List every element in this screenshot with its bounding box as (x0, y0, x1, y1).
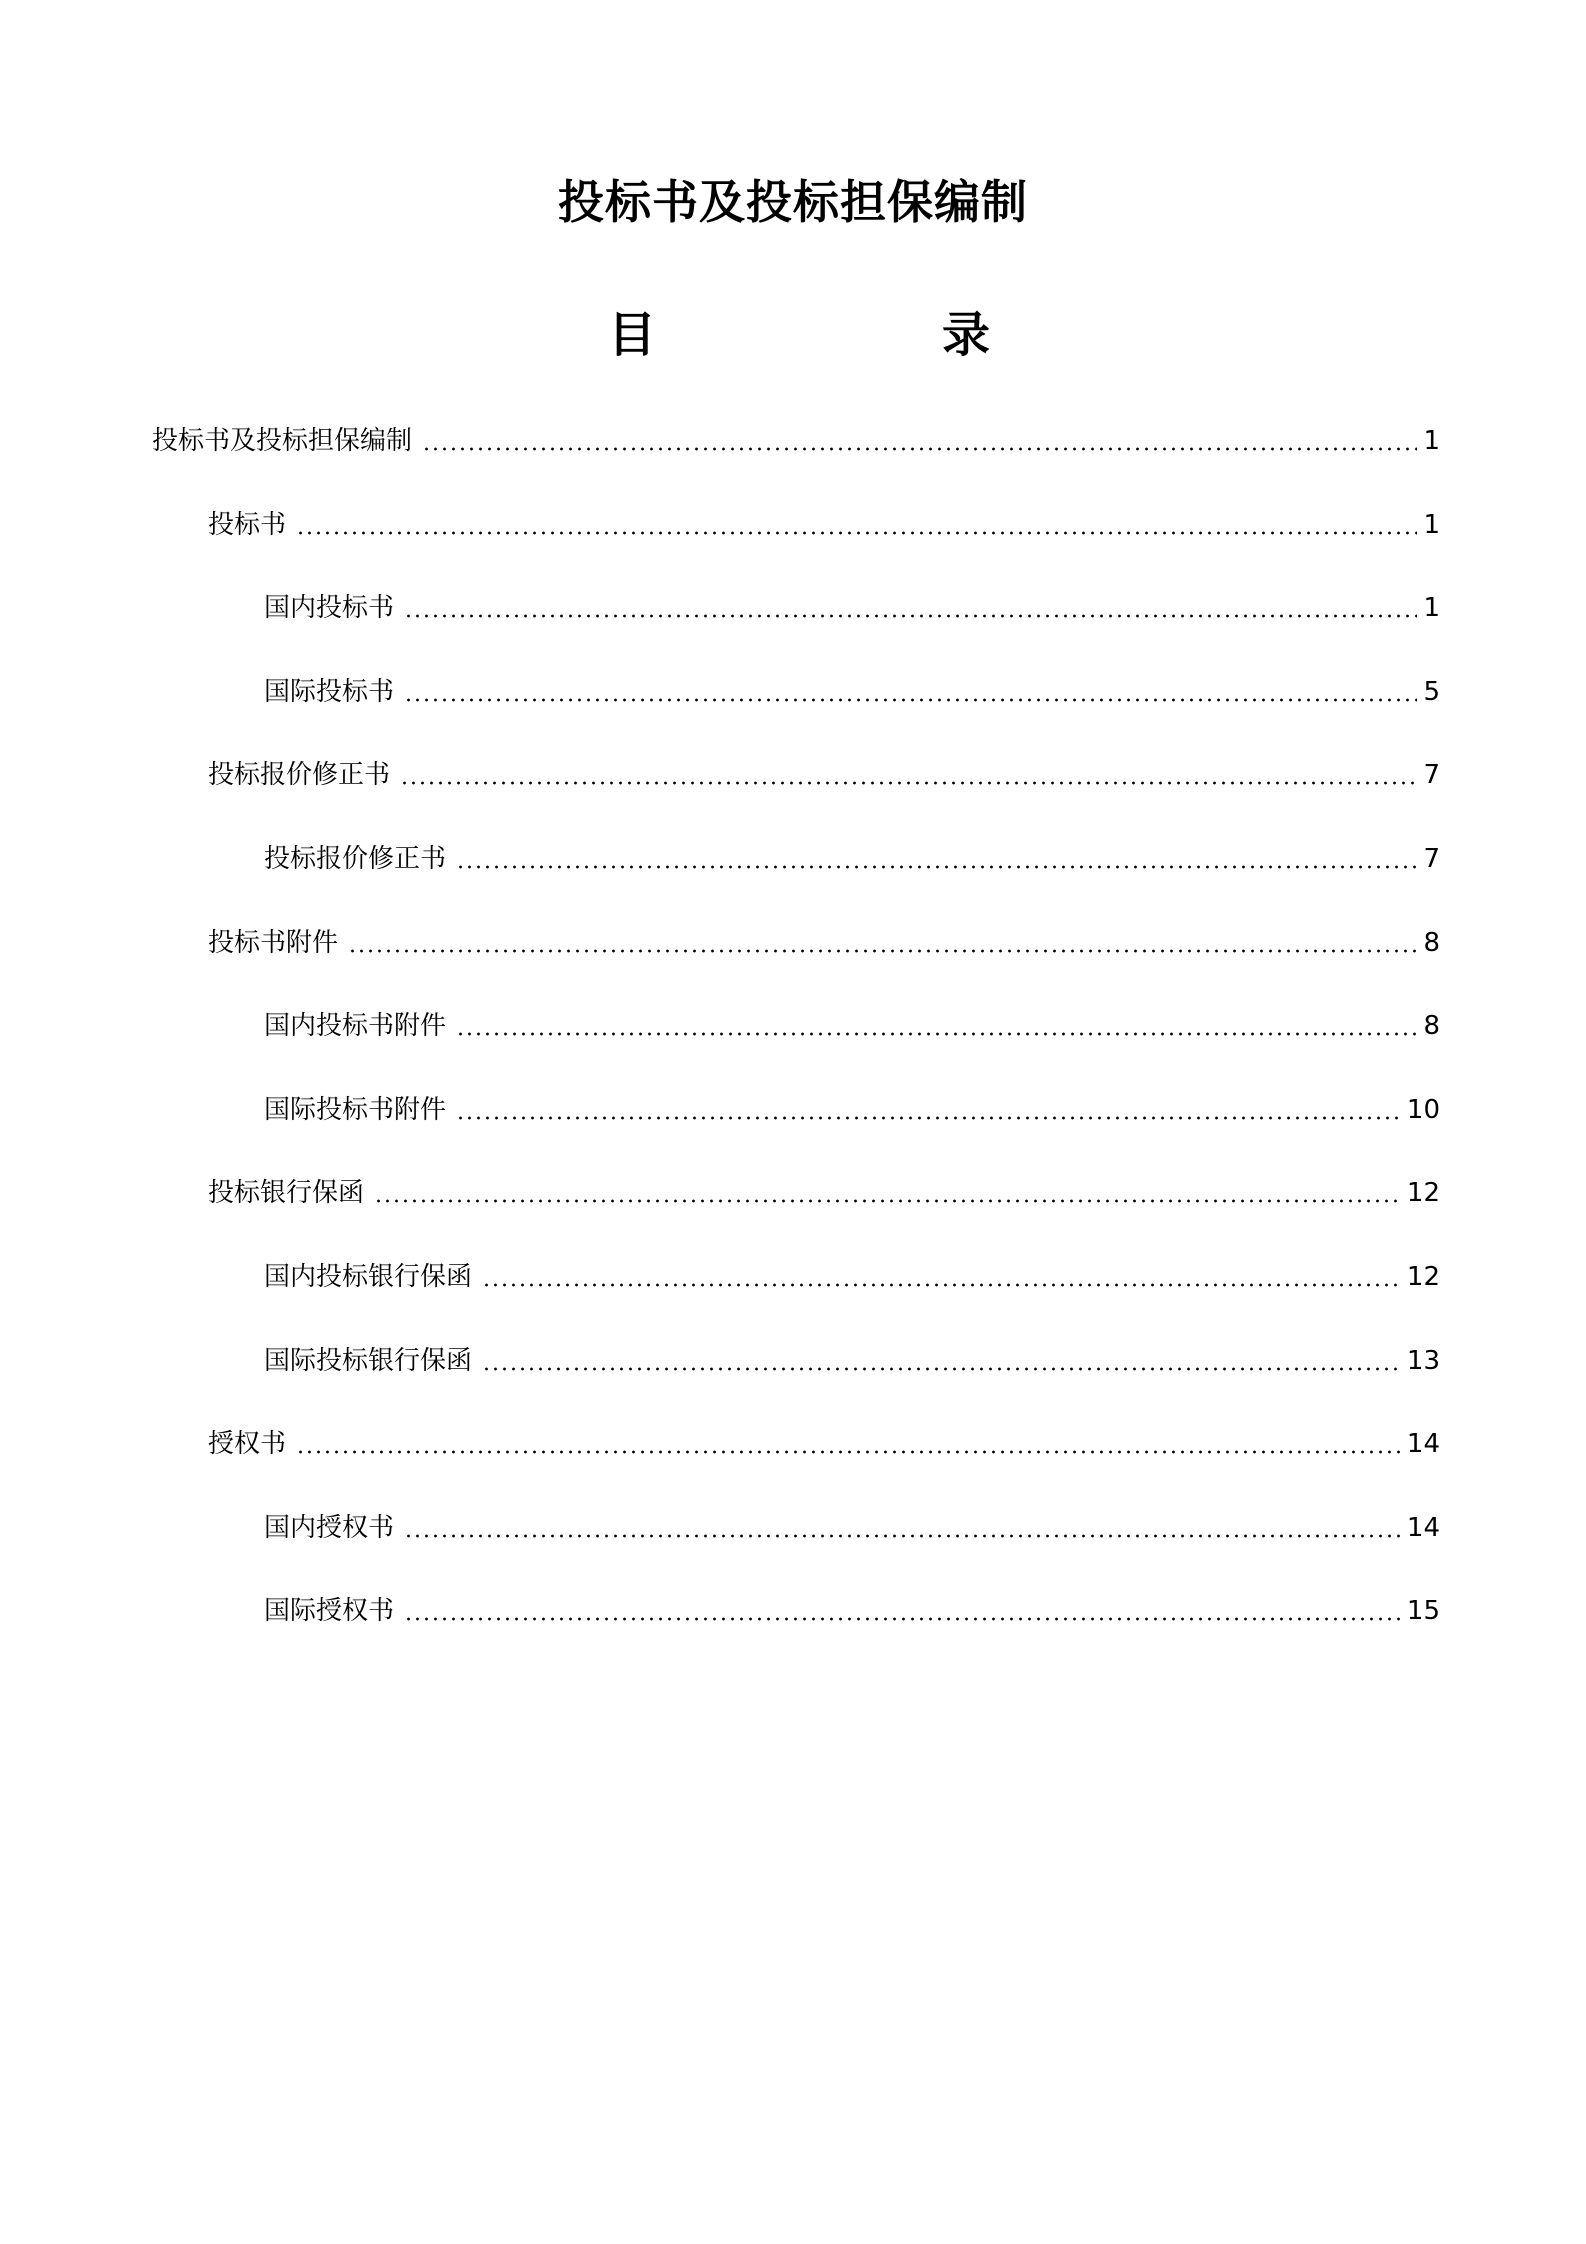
toc-entry-page-number: 7 (1423, 844, 1440, 874)
toc-entry[interactable] (208, 502, 1440, 542)
toc-entry-page-number: 15 (1406, 1596, 1440, 1626)
toc-heading-char-1: 目 (608, 307, 657, 363)
toc-entry[interactable] (264, 1505, 1440, 1545)
toc-entry-page-number: 1 (1423, 426, 1440, 456)
toc-entry[interactable] (264, 669, 1440, 709)
toc-dot-leader (374, 1199, 1401, 1203)
toc-entry-label: 国内投标书附件 (264, 1011, 447, 1041)
toc-entry-label: 投标报价修正书 (264, 844, 447, 874)
toc-entry-page-number: 5 (1423, 677, 1440, 707)
toc-entry-label: 授权书 (208, 1429, 287, 1459)
toc-dot-leader (296, 531, 1417, 535)
toc-entry-label: 国内投标书 (264, 593, 395, 623)
toc-entry-page-number: 13 (1406, 1346, 1440, 1376)
document-title: 投标书及投标担保编制 (558, 175, 1028, 229)
toc-entry-label: 投标银行保函 (208, 1178, 365, 1208)
toc-entry-page-number: 12 (1406, 1178, 1440, 1208)
toc-entry[interactable] (152, 418, 1440, 458)
toc-entry-label: 投标书附件 (208, 928, 339, 958)
toc-dot-leader (482, 1283, 1401, 1287)
toc-entry-page-number: 7 (1423, 760, 1440, 790)
toc-entry-label: 国际投标书 (264, 677, 395, 707)
toc-entry[interactable] (264, 1588, 1440, 1628)
toc-dot-leader (404, 698, 1417, 702)
toc-entry[interactable] (264, 585, 1440, 625)
toc-entry[interactable] (264, 1254, 1440, 1294)
toc-entry-label: 投标书 (208, 510, 287, 540)
toc-entry-label: 国际投标书附件 (264, 1095, 447, 1125)
toc-entry-page-number: 12 (1406, 1262, 1440, 1292)
toc-entry-page-number: 1 (1423, 510, 1440, 540)
toc-dot-leader (422, 447, 1417, 451)
toc-entry[interactable] (264, 1338, 1440, 1378)
toc-entry[interactable] (208, 1170, 1440, 1210)
toc-dot-leader (404, 1534, 1401, 1538)
toc-entry-label: 投标书及投标担保编制 (152, 426, 413, 456)
toc-dot-leader (456, 1116, 1401, 1120)
toc-heading-char-2: 录 (942, 307, 991, 363)
toc-entry[interactable] (264, 1003, 1440, 1043)
toc-entry-page-number: 8 (1423, 1011, 1440, 1041)
toc-entry[interactable] (208, 1421, 1440, 1461)
toc-entry-page-number: 1 (1423, 593, 1440, 623)
toc-entry-label: 国内投标银行保函 (264, 1262, 473, 1292)
toc-entry-page-number: 14 (1406, 1429, 1440, 1459)
toc-dot-leader (348, 949, 1417, 953)
toc-dot-leader (404, 614, 1417, 618)
toc-dot-leader (400, 781, 1417, 785)
toc-entry-label: 国际授权书 (264, 1596, 395, 1626)
toc-entry-page-number: 14 (1406, 1513, 1440, 1543)
toc-entry[interactable] (208, 920, 1440, 960)
toc-dot-leader (296, 1450, 1401, 1454)
toc-entry-label: 国际投标银行保函 (264, 1346, 473, 1376)
toc-dot-leader (482, 1367, 1401, 1371)
toc-entry[interactable] (264, 836, 1440, 876)
toc-entry[interactable] (264, 1087, 1440, 1127)
toc-entry-label: 国内授权书 (264, 1513, 395, 1543)
toc-dot-leader (404, 1617, 1401, 1621)
toc-entry-label: 投标报价修正书 (208, 760, 391, 790)
toc-entry-page-number: 8 (1423, 928, 1440, 958)
toc-dot-leader (456, 1032, 1417, 1036)
toc-entry[interactable] (208, 752, 1440, 792)
toc-dot-leader (456, 865, 1417, 869)
toc-entry-page-number: 10 (1406, 1095, 1440, 1125)
